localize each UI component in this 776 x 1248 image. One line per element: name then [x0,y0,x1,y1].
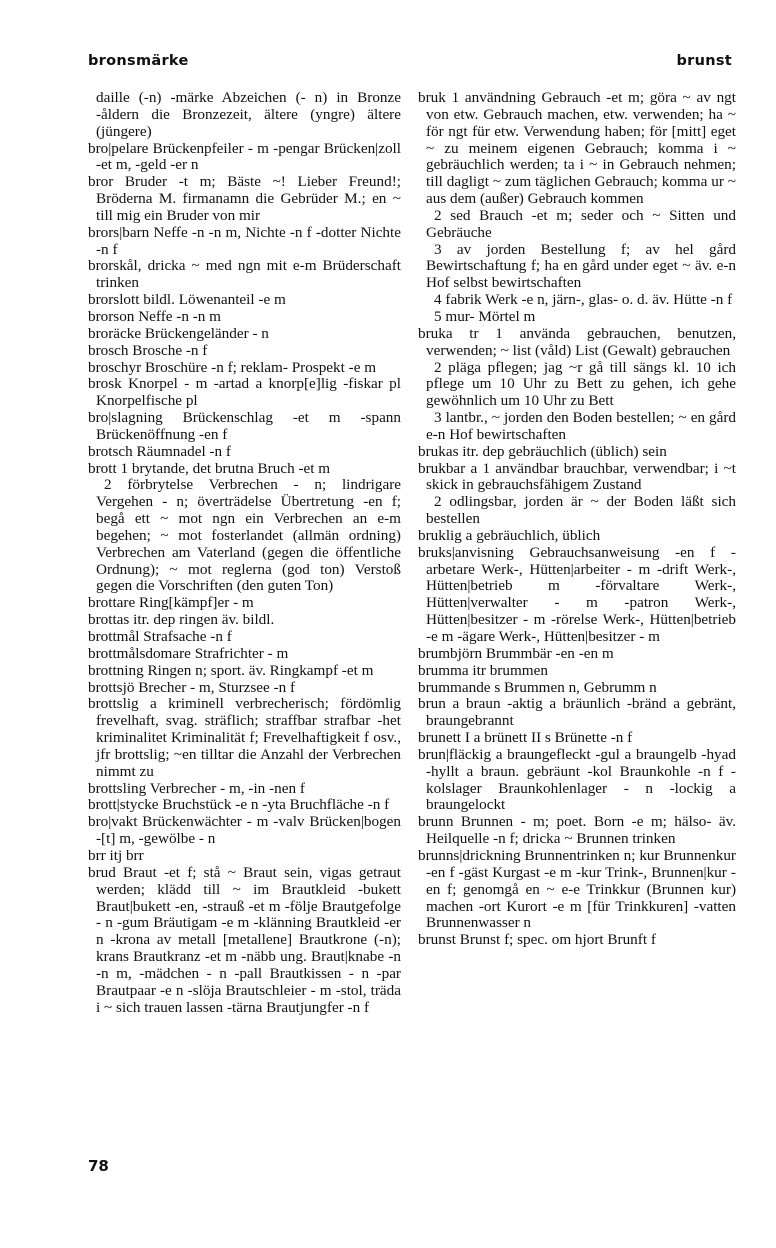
dictionary-entry: bror Bruder -t m; Bäste ~! Lieber Freund!; Bröderna M. firmanamn die Gebrüder M.; en ~ till mig ein Bruder von mir [88,173,401,224]
dictionary-entry: brott|stycke Bruchstück -e n -yta Bruchfläche -n f [88,796,390,814]
dictionary-entry: brr itj brr [88,846,144,864]
dictionary-entry: brottas itr. dep ringen äv. bildl. [88,611,275,629]
dictionary-entry: 2 förbrytelse Verbrechen - n; lindrigare Vergehen - n; överträdelse Übertretung -en f; begå ett ~ mot ngn ein Verbrechen an e-m begehen; ~ mot fosterlandet (allmän ordning) Verbrechen am Vaterland (gegen die öffentliche Ordnung); ~ mot reglerna (god ton) Verstoß gegen die Vorschriften (den guten Ton) [96,476,401,595]
dictionary-entry: brosk Knorpel - m -artad a knorp[e]lig -fiskar pl Knorpelfische pl [88,375,401,410]
dictionary-entry: brunett I a brünett II s Brünette -n f [418,729,633,747]
dictionary-entry: brunn Brunnen - m; poet. Born -e m; hälso- äv. Heilquelle -n f; dricka ~ Brunnen trinken [418,813,736,848]
dictionary-entry: brottmål Strafsache -n f [88,628,232,645]
dictionary-entry: brottare Ring[kämpf]er - m [88,594,254,612]
dictionary-entry: brorskål, dricka ~ med ngn mit e-m Brüderschaft trinken [88,257,401,292]
dictionary-entry: brukbar a 1 användbar brauchbar, verwendbar; i ~t skick in gebrauchsfähigem Zustand [418,459,736,494]
dictionary-entry: 5 mur- Mörtel m [434,307,536,325]
dictionary-entry: brottmålsdomare Strafrichter - m [88,644,289,662]
dictionary-entry: brottsjö Brecher - m, Sturzsee -n f [88,678,296,696]
dictionary-entry: 2 sed Brauch -et m; seder och ~ Sitten und Gebräuche [426,206,736,241]
dictionary-entry: 2 pläga pflegen; jag ~r gå till sängs kl. 10 ich pflege um 10 Uhr zu Bett zu gehen, ich gehe gewöhnlich um 10 Uhr zu Bett [426,358,736,410]
dictionary-entry: brorslott bildl. Löwenanteil -e m [88,291,286,309]
dictionary-entry: brottsling Verbrecher - m, -in -nen f [88,779,305,797]
dictionary-entry: brottslig a kriminell verbrecherisch; fördömlig frevelhaft, svag. sträflich; straffbar strafbar -het kriminalitet Kriminalität f; Frevelhaftigkeit f osv., jfr brottslig; ~en tilltar die Anzahl der Verbrechen nimmt zu [88,695,401,780]
dictionary-entry: daille (-n) -märke Abzeichen (- n) in Bronze -åldern die Bronzezeit, ältere (yngre) ältere (jüngere) [96,89,401,140]
dictionary-entry: bruklig a gebräuchlich, üblich [418,526,601,544]
dictionary-entry: brukas itr. dep gebräuchlich (üblich) sein [418,442,667,460]
dictionary-entry: brummande s Brummen n, Gebrumm n [418,678,657,696]
dictionary-entry: brunns|drickning Brunnentrinken n; kur Brunnenkur -en f -gäst Kurgast -e m -kur Trink-, Brunnen|kur -en f; genomgå en ~ e-e Trinkkur (Brunnen kur) machen -ort Kurort -e m [für Trinkkuren] -vatten Brunnenwasser n [418,846,736,932]
dictionary-entry: brosch Brosche -n f [88,341,208,359]
dictionary-entry: brottning Ringen n; sport. äv. Ringkampf -et m [88,661,374,679]
dictionary-column-right [418,90,736,949]
dictionary-entry: bruks|anvisning Gebrauchsanweisung -en f -arbetare Werk-, Hütten|arbeiter - m -drift Werk-, Hütten|betrieb m -förvaltare Werk-, Hütten|verwalter - m -patron Werk-, Hütten|besitzer - m -rörelse Werk-, Hütten|betrieb -e m -ägare Werk-, Hütten|besitzer - m [418,543,736,645]
dictionary-entry: brumma itr brummen [418,661,548,679]
dictionary-entry: brun|fläckig a braungefleckt -gul a braungelb -hyad -hyllt a braun. gebräunt -kol Braunkohle -n f -kolslager Braunkohlenlager - n -lockig a braungelockt [418,745,736,814]
dictionary-entry: brotsch Räumnadel -n f [88,442,231,460]
dictionary-entry: bro|pelare Brückenpfeiler - m -pengar Brücken|zoll -et m, -geld -er n [88,139,401,174]
dictionary-column-left [88,90,401,1016]
dictionary-entry: 2 odlingsbar, jorden är ~ der Boden läßt sich bestellen [426,493,736,528]
dictionary-entry: bro|slagning Brückenschlag -et m -spann Brückenöffnung -en f [88,409,401,443]
dictionary-entry: brud Braut -et f; stå ~ Braut sein, vigas getraut werden; klädd till ~ im Brautkleid -bukett Braut|bukett -en, -strauß -et m -följe Brautgefolge - n -gum Bräutigam -e m -klänning Brautkleid -er n -krona av metall [metallene] Brautkrone (-n); krans Brautkranz -et m -näbb ung. Braut|knabe -n -n m, -mädchen - n -pall Brautkissen - n -par Brautpaar -e n -slöja Brautschleier - m -stol, träda i ~ sich trauen lassen -tärna Brautjungfer -n f [88,863,401,1016]
running-header-left: bronsmärke [88,53,189,69]
dictionary-entry: bro|vakt Brückenwächter - m -valv Brücken|bogen -[t] m, -gewölbe - n [88,813,401,848]
dictionary-entry: brorson Neffe -n -n m [88,307,221,325]
dictionary-entry: brott 1 brytande, det brutna Bruch -et m [88,459,331,477]
dictionary-entry: 3 av jorden Bestellung f; av hel gård Bewirtschaftung f; ha en gård under eget ~ äv. e-n Hof selbst bewirtschaften [426,240,736,292]
dictionary-entry: brors|barn Neffe -n -n m, Nichte -n f -dotter Nichte -n f [88,223,401,258]
dictionary-entry: brun a braun -aktig a bräunlich -bränd a gebränt, braungebrannt [418,695,736,730]
dictionary-entry: brunst Brunst f; spec. om hjort Brunft f [418,931,656,949]
dictionary-entry: 3 lantbr., ~ jorden den Boden bestellen; ~ en gård e-n Hof bewirtschaften [426,409,736,443]
dictionary-entry: 4 fabrik Werk -e n, järn-, glas- o. d. äv. Hütte -n f [434,291,733,309]
running-header-right: brunst [676,53,732,69]
page-number: 78 [88,1157,109,1175]
dictionary-entry: brumbjörn Brummbär -en -en m [418,644,614,662]
dictionary-entry: broräcke Brückengeländer - n [88,324,269,342]
dictionary-entry: broschyr Broschüre -n f; reklam- Prospekt -e m [88,358,377,376]
dictionary-entry: bruka tr 1 använda gebrauchen, benutzen, verwenden; ~ list (våld) List (Gewalt) gebrauchen [418,324,736,359]
dictionary-entry: bruk 1 användning Gebrauch -et m; göra ~ av ngt von etw. Gebrauch machen, etw. verwenden; ha ~ för ngt für etw. Verwendung haben; för [mitt] eget ~ zu meinem eigenen Gebrauch; komma i ~ gebräuchlich werden; ta i ~ in Gebrauch nehmen; till dagligt ~ zum täglichen Gebrauch; komma ur ~ aus dem (außer) Gebrauch kommen [418,89,736,208]
